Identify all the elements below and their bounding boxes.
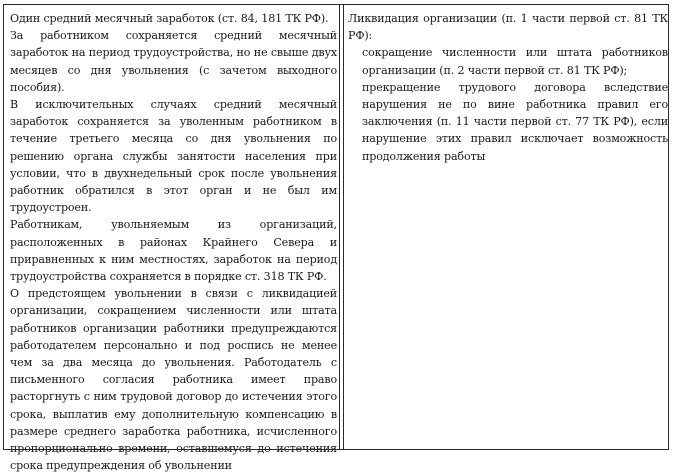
column-divider bbox=[343, 5, 344, 449]
paragraph: О предстоящем увольнении в связи с ликвидацией организации, сокращением численности или штата работников организации работники предупреждаются работодателем персонально и под роспись не менее чем за два месяца до увольнения. Работодатель с письменного согласия работника имеет право расторгнуть с ним трудовой договор до истечения этого срока, выплатив ему дополнительную компенсацию в размере среднего заработка работника, исчисленного пропорционально времени, оставшемуся до истечения срока предупреждения об увольнении bbox=[10, 287, 337, 473]
paragraph: За работником сохраняется средний месячный заработок на период трудоустройства, но не свыше двух месяцев со дня увольнения (с зачетом выходного пособия). bbox=[10, 29, 337, 94]
paragraph: В исключительных случаях средний месячный заработок сохраняется за уволенным работником в течение третьего месяца со дня увольнения по решению органа службы занятости населения при условии, что в двухнедельный срок после увольнения работник обратился в этот орган и не был им трудоустроен. bbox=[10, 98, 337, 215]
paragraph: Ликвидация организации (п. 1 части первой ст. 81 ТК РФ): bbox=[348, 12, 668, 43]
column-divider bbox=[339, 5, 340, 449]
paragraph: сокращение численности или штата работников организации (п. 2 части первой ст. 81 ТК РФ); bbox=[362, 46, 668, 77]
left-column-cell bbox=[10, 10, 337, 474]
right-column-cell bbox=[348, 10, 668, 165]
benefits-table bbox=[3, 4, 669, 473]
paragraph: Один средний месячный заработок (ст. 84, 181 ТК РФ). bbox=[10, 12, 329, 25]
paragraph: Работникам, увольняемым из организаций, расположенных в районах Крайнего Севера и приравненных к ним местностях, заработок на период трудоустройства сохраняется в порядке ст. 318 ТК РФ. bbox=[10, 218, 337, 284]
paragraph: прекращение трудового договора вследствие нарушения не по вине работника правил его заключения (п. 11 части первой ст. 77 ТК РФ), если нарушение этих правил исключает возможность продолжения работы bbox=[362, 80, 668, 163]
